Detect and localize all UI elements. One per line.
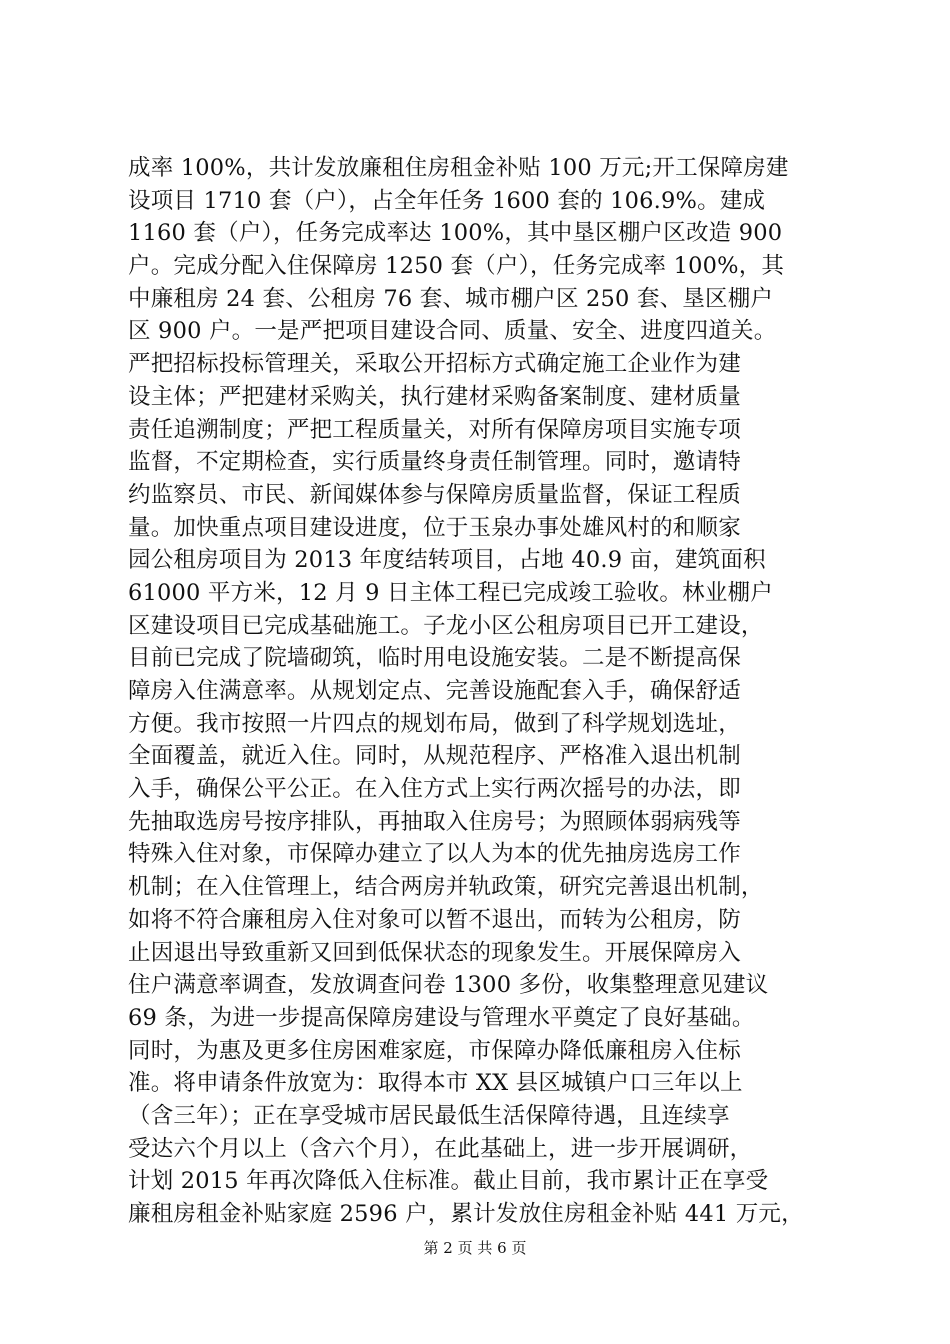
- page-footer: 第 2 页 共 6 页: [423, 1239, 527, 1257]
- text-line: 严把招标投标管理关，采取公开招标方式确定施工企业作为建: [128, 351, 741, 378]
- text-line: 障房入住满意率。从规划定点、完善设施配套入手，确保舒适: [128, 678, 741, 704]
- text-line: 量。加快重点项目建设进度，位于玉泉办事处雄风村的和顺家: [128, 514, 741, 541]
- text-line: 69 条，为进一步提高保障房建设与管理水平奠定了良好基础。: [128, 1004, 755, 1031]
- text-line: 户。完成分配入住保障房 1250 套（户），任务完成率 100%，其: [128, 253, 785, 280]
- text-line: 设项目 1710 套（户），占全年任务 1600 套的 106.9%。建成: [128, 187, 766, 214]
- text-line: 责任追溯制度；严把工程质量关，对所有保障房项目实施专项: [128, 416, 741, 443]
- text-line: 中廉租房 24 套、公租房 76 套、城市棚户区 250 套、垦区棚户: [128, 285, 774, 312]
- text-line: 成率 100%，共计发放廉租住房租金补贴 100 万元;开工保障房建: [128, 155, 789, 181]
- text-line: 方便。我市按照一片四点的规划布局，做到了科学规划选址，: [128, 710, 741, 737]
- text-line: 先抽取选房号按序排队，再抽取入住房号；为照顾体弱病残等: [128, 808, 741, 835]
- text-line: 入手，确保公平公正。在入住方式上实行两次摇号的办法，即: [128, 776, 741, 803]
- text-line: 止因退出导致重新又回到低保状态的现象发生。开展保障房入: [128, 939, 741, 966]
- text-line: 区建设项目已完成基础施工。子龙小区公租房项目已开工建设，: [128, 612, 764, 639]
- text-line: 约监察员、市民、新闻媒体参与保障房质量监督，保证工程质: [128, 481, 741, 508]
- text-line: 准。将申请条件放宽为：取得本市 XX 县区城镇户口三年以上: [128, 1070, 743, 1097]
- text-line: 如将不符合廉租房入住对象可以暂不退出，而转为公租房，防: [128, 906, 741, 933]
- text-line: 受达六个月以上（含六个月），在此基础上，进一步开展调研，: [128, 1135, 753, 1162]
- text-line: 同时，为惠及更多住房困难家庭，市保障办降低廉租房入住标: [128, 1037, 741, 1064]
- text-line: 区 900 户。一是严把项目建设合同、质量、安全、进度四道关。: [128, 318, 777, 345]
- text-line: 园公租房项目为 2013 年度结转项目，占地 40.9 亩，建筑面积: [128, 547, 766, 574]
- text-line: 计划 2015 年再次降低入住标准。截止目前，我市累计正在享受: [128, 1168, 769, 1195]
- text-line: 住户满意率调查，发放调查问卷 1300 多份，收集整理意见建议: [128, 972, 769, 999]
- text-line: （含三年）；正在享受城市居民最低生活保障待遇，且连续享: [128, 1102, 730, 1129]
- text-line: 特殊入住对象，市保障办建立了以人为本的优先抽房选房工作: [128, 841, 741, 868]
- text-line: 廉租房租金补贴家庭 2596 户，累计发放住房租金补贴 441 万元，: [128, 1201, 804, 1227]
- text-line: 1160 套（户），任务完成率达 100%，其中垦区棚户区改造 900: [128, 220, 783, 247]
- text-line: 监督，不定期检查，实行质量终身责任制管理。同时，邀请特: [128, 449, 741, 476]
- text-line: 全面覆盖，就近入住。同时，从规范程序、严格准入退出机制: [128, 743, 741, 770]
- text-line: 目前已完成了院墙砌筑，临时用电设施安装。二是不断提高保: [128, 645, 741, 672]
- text-line: 设主体；严把建材采购关，执行建材采购备案制度、建材质量: [128, 383, 741, 410]
- text-line: 机制；在入住管理上，结合两房并轨政策，研究完善退出机制，: [128, 874, 764, 901]
- text-line: 61000 平方米，12 月 9 日主体工程已完成竣工验收。林业棚户: [128, 579, 773, 606]
- body-text: [128, 152, 828, 1231]
